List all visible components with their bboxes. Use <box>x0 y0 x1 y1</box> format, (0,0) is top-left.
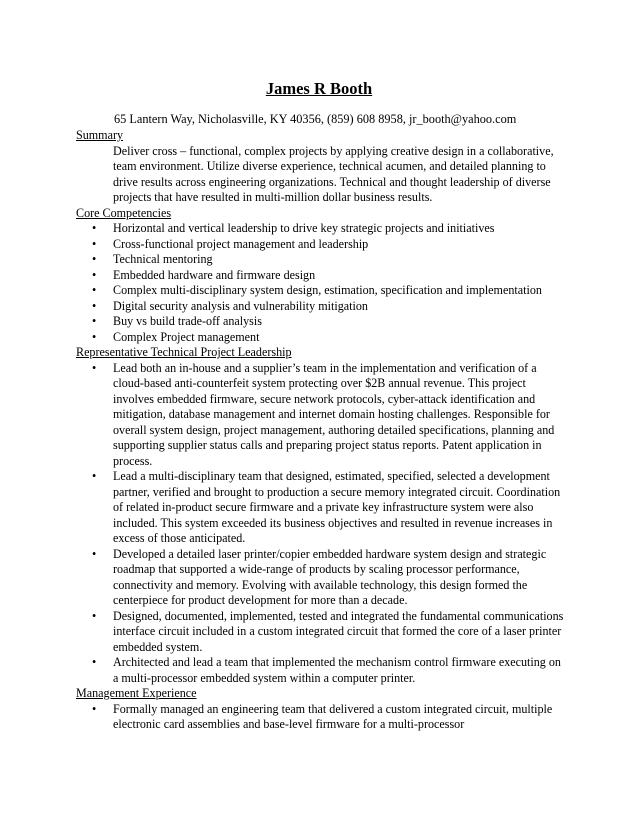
summary-text: Deliver cross – functional, complex projects by applying creative design in a collaborative, team environment. Utilize diverse experience, technical acumen, and detailed planning to drive results across engineering organizations. Technical and thought leadership of diverse projects that have resulted in multi-million dollar business results. <box>113 143 554 204</box>
list-item: • Embedded hardware and firmware design <box>76 268 572 284</box>
list-item: • Lead both an in-house and a supplier’s team in the implementation and verification of a cloud-based anti-counterfeit system protecting over $2B annual revenue. This project involves embedded firmware, secure network protocols, cyber-attack identification and mitigation, database management and internet domain hosting challenges. Responsible for overall system design, project management, authoring detailed specifications, planning and supporting supplier status calls and preparing project status reports. Patent application in process. <box>76 361 564 470</box>
technical-leadership-heading: Representative Technical Project Leadership <box>76 345 292 359</box>
list-item: • Complex Project management <box>76 330 572 346</box>
list-item: • Technical mentoring <box>76 252 572 268</box>
competencies-list <box>76 221 572 345</box>
contact-line: 65 Lantern Way, Nicholasville, KY 40356, (859) 608 8958, jr_booth@yahoo.com <box>114 112 517 126</box>
candidate-name: James R Booth <box>265 79 373 98</box>
list-item: • Digital security analysis and vulnerability mitigation <box>76 299 572 315</box>
management-experience-heading: Management Experience <box>76 686 197 700</box>
list-item: • Lead a multi-disciplinary team that designed, estimated, specified, selected a development partner, verified and brought to production a secure memory integrated circuit. Coordination of related in-product secure firmware and a private key infrastructure system were also included. This system exceeded its business objectives and resulted in revenue increases in excess of those anticipated. <box>76 469 564 547</box>
list-item: • Formally managed an engineering team that delivered a custom integrated circuit, multiple electronic card assemblies and base-level firmware for a multi-processor <box>76 702 564 733</box>
list-item: • Developed a detailed laser printer/copier embedded hardware system design and strategic roadmap that supported a wide-range of products by scaling processor performance, connectivity and memory. Evolving with available technology, this design formed the centerpiece for product development for more than a decade. <box>76 547 564 609</box>
list-item: • Architected and lead a team that implemented the mechanism control firmware executing on a multi-processor embedded system within a computer printer. <box>76 655 564 686</box>
technical-leadership-list <box>76 361 572 687</box>
list-item: • Designed, documented, implemented, tested and integrated the fundamental communications interface circuit included in a custom integrated circuit that formed the core of a laser printer embedded system. <box>76 609 564 656</box>
list-item: • Horizontal and vertical leadership to drive key strategic projects and initiatives <box>76 221 572 237</box>
resume-body <box>76 128 572 733</box>
management-experience-list <box>76 702 572 733</box>
list-item: • Complex multi-disciplinary system design, estimation, specification and implementation <box>76 283 572 299</box>
competencies-heading: Core Competencies <box>76 205 172 220</box>
list-item: • Cross-functional project management and leadership <box>76 237 572 253</box>
list-item: • Buy vs build trade-off analysis <box>76 314 572 330</box>
summary-heading: Summary <box>76 128 124 142</box>
